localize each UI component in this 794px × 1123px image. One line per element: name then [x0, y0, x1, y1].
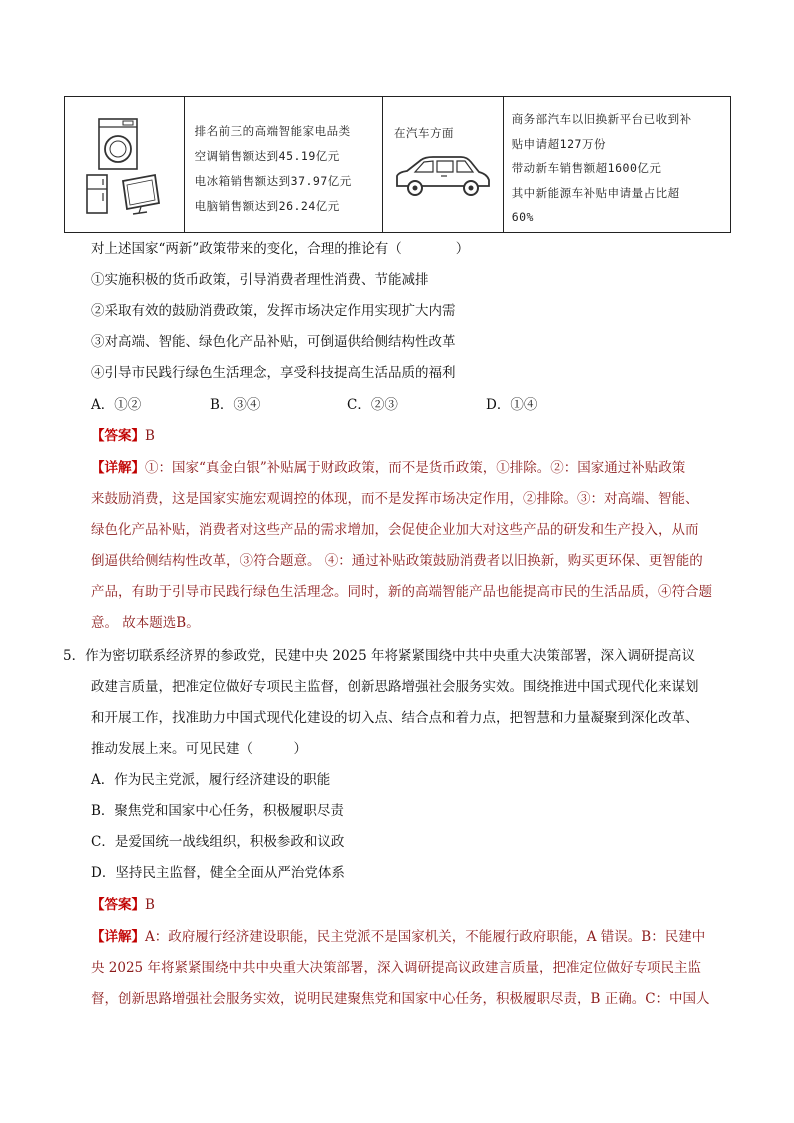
q4-detail-line: 来鼓励消费，这是国家实施宏观调控的体现，而不是发挥市场决定作用，②排除。③：对高端、智能、	[91, 491, 699, 507]
q4-option-b: B．③④	[210, 397, 261, 413]
q5-detail-line	[91, 927, 705, 947]
q4-answer	[91, 426, 155, 446]
q4-item: ④引导市民践行绿色生活理念，享受科技提高生活品质的福利	[91, 365, 456, 381]
q5-answer	[91, 895, 155, 915]
appliances-image-cell	[65, 97, 185, 232]
appliance-sales-line: 空调销售额达到45.19亿元	[194, 149, 340, 163]
q5-stem-line: 5．作为密切联系经济界的参政党，民建中央 2025 年将紧紧围绕中共中央重大决策部署，深入调研提高议	[63, 648, 696, 664]
q5-option-d: D．坚持民主监督，健全全面从严治党体系	[91, 865, 345, 881]
answer-value: B	[145, 897, 155, 913]
car-subsidy-line: 贴申请超127万份	[511, 136, 606, 151]
info-table	[64, 96, 731, 233]
q4-detail-line: 意。 故本题选B。	[91, 615, 200, 631]
q5-option-c: C．是爱国统一战线组织，积极参政和议政	[91, 834, 345, 850]
answer-tag: 【答案】	[91, 897, 145, 913]
car-subsidy-cell	[504, 97, 730, 232]
car-subsidy-line: 商务部汽车以旧换新平台已收到补	[511, 112, 692, 126]
car-label: 在汽车方面	[394, 126, 455, 140]
q5-detail-line: 央 2025 年将紧紧围绕中共中央重大决策部署，深入调研提高议政建言质量，把准定位做好专项民主监	[91, 960, 701, 976]
q4-detail-line: 产品，有助于引导市民践行绿色生活理念。同时，新的高端智能产品也能提高市民的生活品质，④符合题	[91, 584, 712, 600]
answer-value: B	[145, 428, 155, 444]
detail-text: ①：国家“真金白银”补贴属于财政政策，而不是货币政策，①排除。②：国家通过补贴政策	[145, 460, 686, 476]
car-icon	[391, 152, 495, 202]
car-subsidy-line: 带动新车销售额超1600亿元	[511, 161, 662, 175]
car-subsidy-line: 60%	[511, 210, 534, 224]
home-appliances-icon	[65, 97, 183, 232]
q4-option-a: A．①②	[91, 397, 142, 413]
appliance-sales-line: 电冰箱销售额达到37.97亿元	[194, 174, 352, 188]
q5-option-a: A．作为民主党派，履行经济建设的职能	[91, 772, 331, 788]
q4-item: ②采取有效的鼓励消费政策，发挥市场决定作用实现扩大内需	[91, 303, 456, 319]
q5-detail-line: 督，创新思路增强社会服务实效，说明民建聚焦党和国家中心任务，积极履职尽责，B 正确。C：中国人	[91, 991, 710, 1007]
appliance-sales-line: 电脑销售额达到26.24亿元	[194, 199, 340, 213]
q4-detail-line: 倒逼供给侧结构性改革，③符合题意。 ④：通过补贴政策鼓励消费者以旧换新，购买更环保、更智能的	[91, 553, 703, 569]
q4-option-c: C．②③	[347, 397, 398, 413]
q4-detail-line	[91, 458, 685, 478]
appliance-sales-line: 排名前三的高端智能家电品类	[194, 124, 351, 138]
q5-stem-line: 政建言质量，把准定位做好专项民主监督，创新思路增强社会服务实效。围绕推进中国式现代化来谋划	[91, 679, 699, 695]
q4-option-d: D．①④	[486, 397, 538, 413]
q5-stem-line: 推动发展上来。可见民建（ ）	[91, 741, 307, 757]
q4-item: ①实施积极的货币政策，引导消费者理性消费、节能减排	[91, 272, 429, 288]
q4-detail-line: 绿色化产品补贴，消费者对这些产品的需求增加，会促使企业加大对这些产品的研发和生产投入，从而	[91, 522, 699, 538]
answer-tag: 【答案】	[91, 428, 145, 444]
car-subsidy-line: 其中新能源车补贴申请量占比超	[511, 185, 680, 200]
q4-item: ③对高端、智能、绿色化产品补贴，可倒逼供给侧结构性改革	[91, 334, 456, 350]
car-cell	[383, 97, 504, 232]
detail-tag: 【详解】	[91, 929, 145, 945]
q5-option-b: B．聚焦党和国家中心任务，积极履职尽责	[91, 803, 344, 819]
appliance-sales-cell	[185, 97, 383, 232]
q5-stem-line: 和开展工作，找准助力中国式现代化建设的切入点、结合点和着力点，把智慧和力量凝聚到深化改革、	[91, 710, 699, 726]
q4-stem: 对上述国家“两新”政策带来的变化，合理的推论有（ ）	[91, 241, 470, 257]
detail-text: A：政府履行经济建设职能，民主党派不是国家机关，不能履行政府职能，A 错误。B：民建中	[145, 929, 706, 945]
detail-tag: 【详解】	[91, 460, 145, 476]
